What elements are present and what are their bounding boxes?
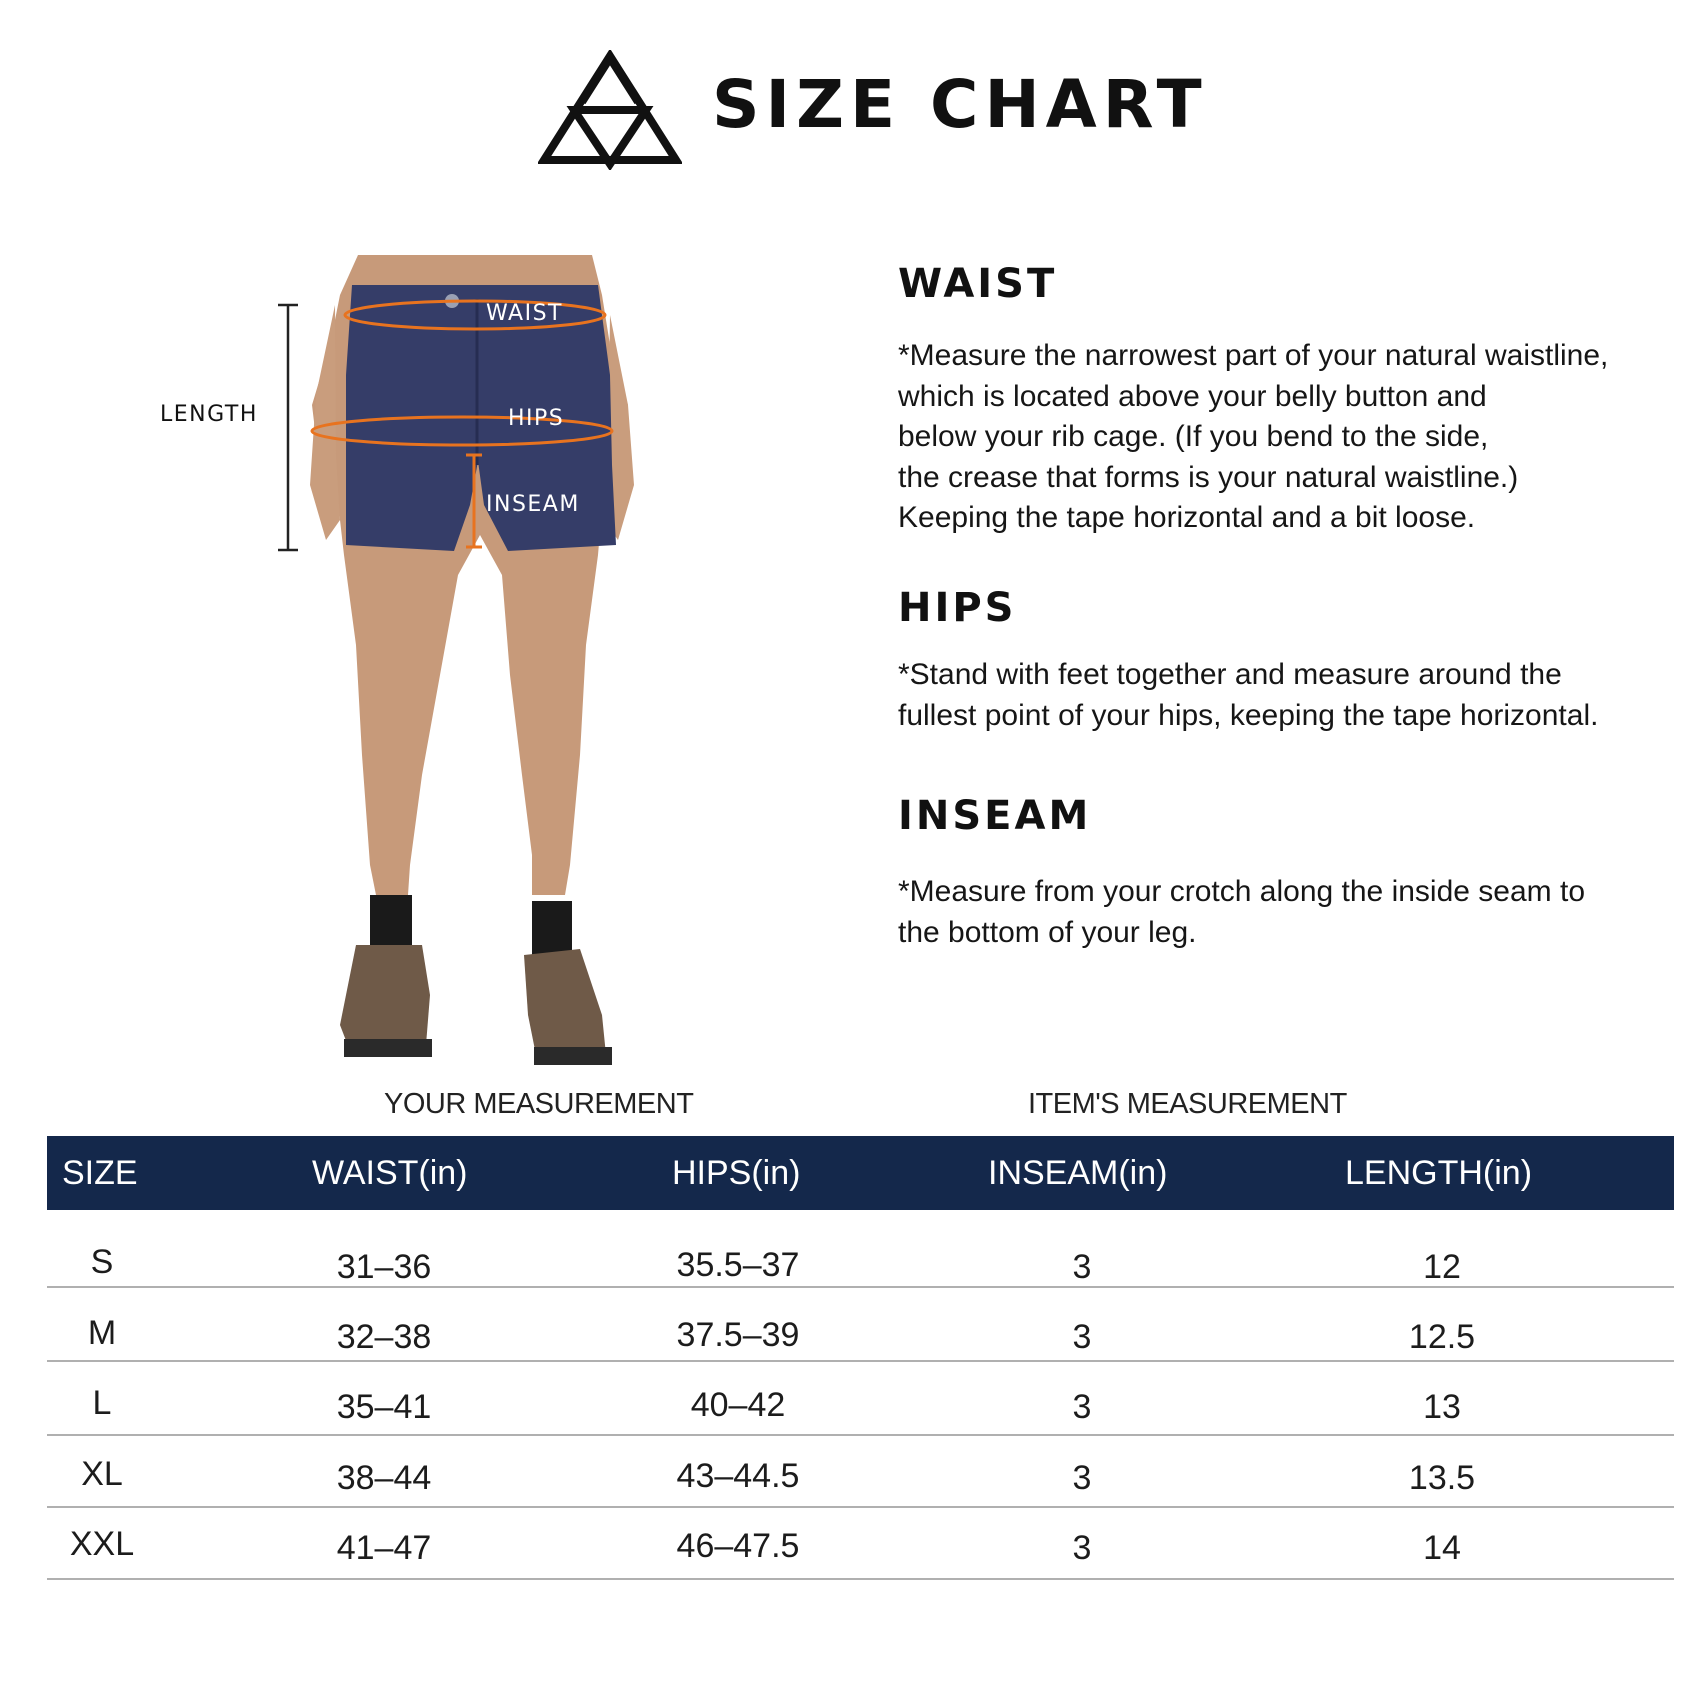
table-cell-length: 12	[1423, 1248, 1461, 1286]
table-cell-size: M	[87, 1314, 117, 1352]
left-boot-icon	[340, 945, 430, 1055]
table-cell-hips: 40–42	[690, 1386, 786, 1424]
table-cell-inseam: 3	[1072, 1388, 1092, 1426]
section-body-hips: *Stand with feet together and measure around the fullest point of your hips, keeping the tape horizontal.	[898, 658, 1599, 732]
section-body-inseam: *Measure from your crotch along the inside seam to the bottom of your leg.	[898, 875, 1585, 949]
length-bracket	[278, 305, 298, 550]
table-cell-hips: 37.5–39	[676, 1316, 800, 1354]
table-cell-length: 13	[1423, 1388, 1461, 1426]
table-cell-length: 12.5	[1408, 1318, 1476, 1356]
table-cell-hips: 43–44.5	[676, 1457, 800, 1495]
section-heading-hips: HIPS	[898, 585, 1017, 631]
table-cell-size: L	[92, 1384, 112, 1422]
section-heading-inseam: INSEAM	[898, 793, 1092, 839]
column-header-length: LENGTH(in)	[1345, 1154, 1533, 1192]
table-cell-size: S	[90, 1243, 114, 1281]
table-cell-size: XXL	[69, 1525, 135, 1563]
table-cell-length: 13.5	[1408, 1459, 1476, 1497]
length-label: LENGTH	[160, 402, 258, 427]
table-row-divider	[47, 1360, 1674, 1362]
table-cell-inseam: 3	[1072, 1248, 1092, 1286]
section-body-waist: *Measure the narrowest part of your natural waistline, which is located above your belly button and below your rib cage. (If you bend to the side, the crease that forms is your natural waistline.) Keeping the tape horizontal and a bit loose.	[898, 339, 1609, 534]
table-cell-length: 14	[1423, 1529, 1461, 1567]
table-row-divider	[47, 1506, 1674, 1508]
model-figure-illustration	[140, 255, 700, 1075]
waist-label: WAIST	[486, 301, 563, 326]
table-row-divider	[47, 1578, 1674, 1580]
table-cell-waist: 32–38	[336, 1318, 432, 1356]
table-cell-inseam: 3	[1072, 1459, 1092, 1497]
column-header-hips: HIPS(in)	[672, 1154, 801, 1192]
inseam-label: INSEAM	[486, 492, 580, 517]
column-header-size: SIZE	[62, 1154, 138, 1192]
caption-items-measurement: ITEM'S MEASUREMENT	[1028, 1088, 1347, 1120]
table-cell-waist: 41–47	[336, 1529, 432, 1567]
section-heading-waist: WAIST	[898, 261, 1058, 307]
mountain-triangle-logo	[538, 50, 682, 170]
table-cell-waist: 31–36	[336, 1248, 432, 1286]
column-header-inseam: INSEAM(in)	[988, 1154, 1168, 1192]
caption-your-measurement: YOUR MEASUREMENT	[384, 1088, 694, 1120]
column-header-waist: WAIST(in)	[312, 1154, 468, 1192]
hips-label: HIPS	[508, 406, 565, 431]
right-sock	[532, 901, 572, 957]
page-title: SIZE CHART	[712, 66, 1208, 143]
table-cell-waist: 35–41	[336, 1388, 432, 1426]
table-cell-waist: 38–44	[336, 1459, 432, 1497]
table-cell-hips: 46–47.5	[676, 1527, 800, 1565]
table-cell-inseam: 3	[1072, 1318, 1092, 1356]
table-cell-inseam: 3	[1072, 1529, 1092, 1567]
table-cell-size: XL	[81, 1455, 123, 1493]
table-row-divider	[47, 1286, 1674, 1288]
right-boot-icon	[524, 949, 606, 1061]
table-row-divider	[47, 1434, 1674, 1436]
table-cell-hips: 35.5–37	[676, 1246, 800, 1284]
